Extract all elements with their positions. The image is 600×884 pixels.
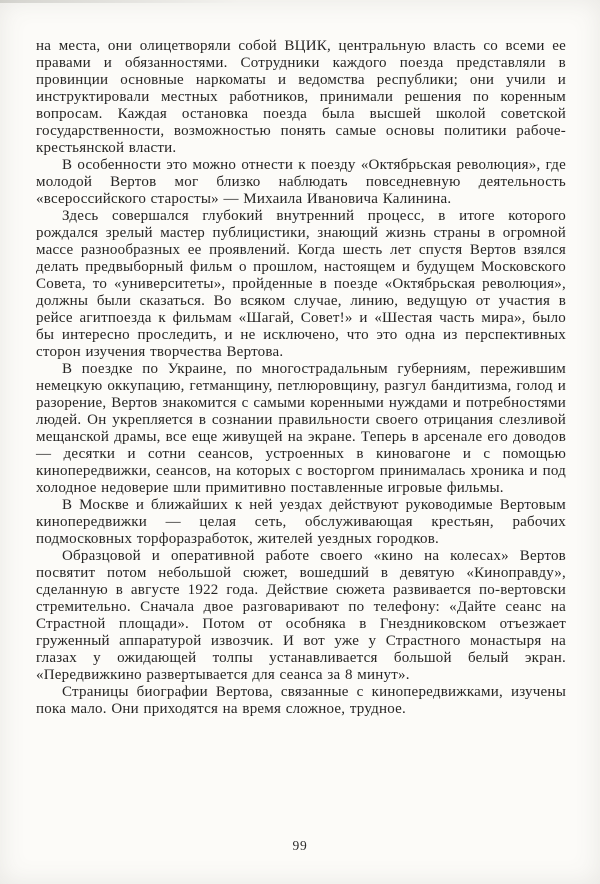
paragraph: Образцовой и оперативной работе своего «кино на колесах» Вертов посвятит потом небольшой сюжет, вошедший в девятую «Киноправду», сделанную в августе 1922 года. Действие сюжета развивается по-вертовски стремительно. Сначала двое разговаривают по телефону: «Дайте сеанс на Страстной площади». Потом от особняка в Гнездниковском отъезжает груженный аппаратурой извозчик. И вот уже у Страстного монастыря на глазах у ожидающей толпы устанавливается большой белый экран. «Передвижкино развертывается для сеанса за 8 минут». xyxy=(36,548,566,683)
page-number: 99 xyxy=(292,838,308,853)
paragraph: Страницы биографии Вертова, связанные с кинопередвижками, изучены пока мало. Они приходятся на время сложное, трудное. xyxy=(36,684,566,717)
paragraph: В поездке по Украине, по многострадальным губерниям, пережившим немецкую оккупацию, гетманщину, петлюровщину, разгул бандитизма, голод и разорение, Вертов знакомится с самыми коренными нуждами и потребностями людей. Он укрепляется в сознании правильности своего отрицания слезливой мещанской драмы, все еще живущей на экране. Теперь в арсенале его доводов — десятки и сотни сеансов, устроенных в киновагоне и с помощью кинопередвижки, сеансов, на которых с восторгом принималась хроника и под холодное недоверие шли примитивно поставленные игровые фильмы. xyxy=(36,361,566,496)
paragraph: Здесь совершался глубокий внутренний процесс, в итоге которого рождался зрелый мастер публицистики, знающий жизнь страны в огромной массе разнообразных ее проявлений. Когда шесть лет спустя Вертов взялся делать предвыборный фильм о прошлом, настоящем и будущем Московского Совета, то «университеты», пройденные в поезде «Октябрьская революция», должны были сказаться. Во всяком случае, линию, ведущую от участия в рейсе агитпоезда к фильмам «Шагай, Совет!» и «Шестая часть мира», было бы интересно проследить, и не исключено, что это одна из перспективных сторон изучения творчества Вертова. xyxy=(36,208,566,360)
scan-edge-artifact xyxy=(0,0,600,3)
paragraph: В особенности это можно отнести к поезду «Октябрьская революция», где молодой Вертов мог близко наблюдать повседневную деятельность «всероссийского старосты» — Михаила Ивановича Калинина. xyxy=(36,157,566,207)
body-text xyxy=(36,38,566,718)
paragraph: на места, они олицетворяли собой ВЦИК, центральную власть со всеми ее правами и обязанностями. Сотрудники каждого поезда представляли в провинции основные наркоматы и ведомства республики; они учили и инструктировали местных работников, принимали решения по коренным вопросам. Каждая остановка поезда была высшей школой советской государственности, возможностью понять самые основы политики рабоче-крестьянской власти. xyxy=(36,38,566,156)
paragraph: В Москве и ближайших к ней уездах действуют руководимые Вертовым кинопередвижки — целая сеть, обслуживающая крестьян, рабочих подмосковных торфоразработок, жителей уездных городков. xyxy=(36,497,566,547)
